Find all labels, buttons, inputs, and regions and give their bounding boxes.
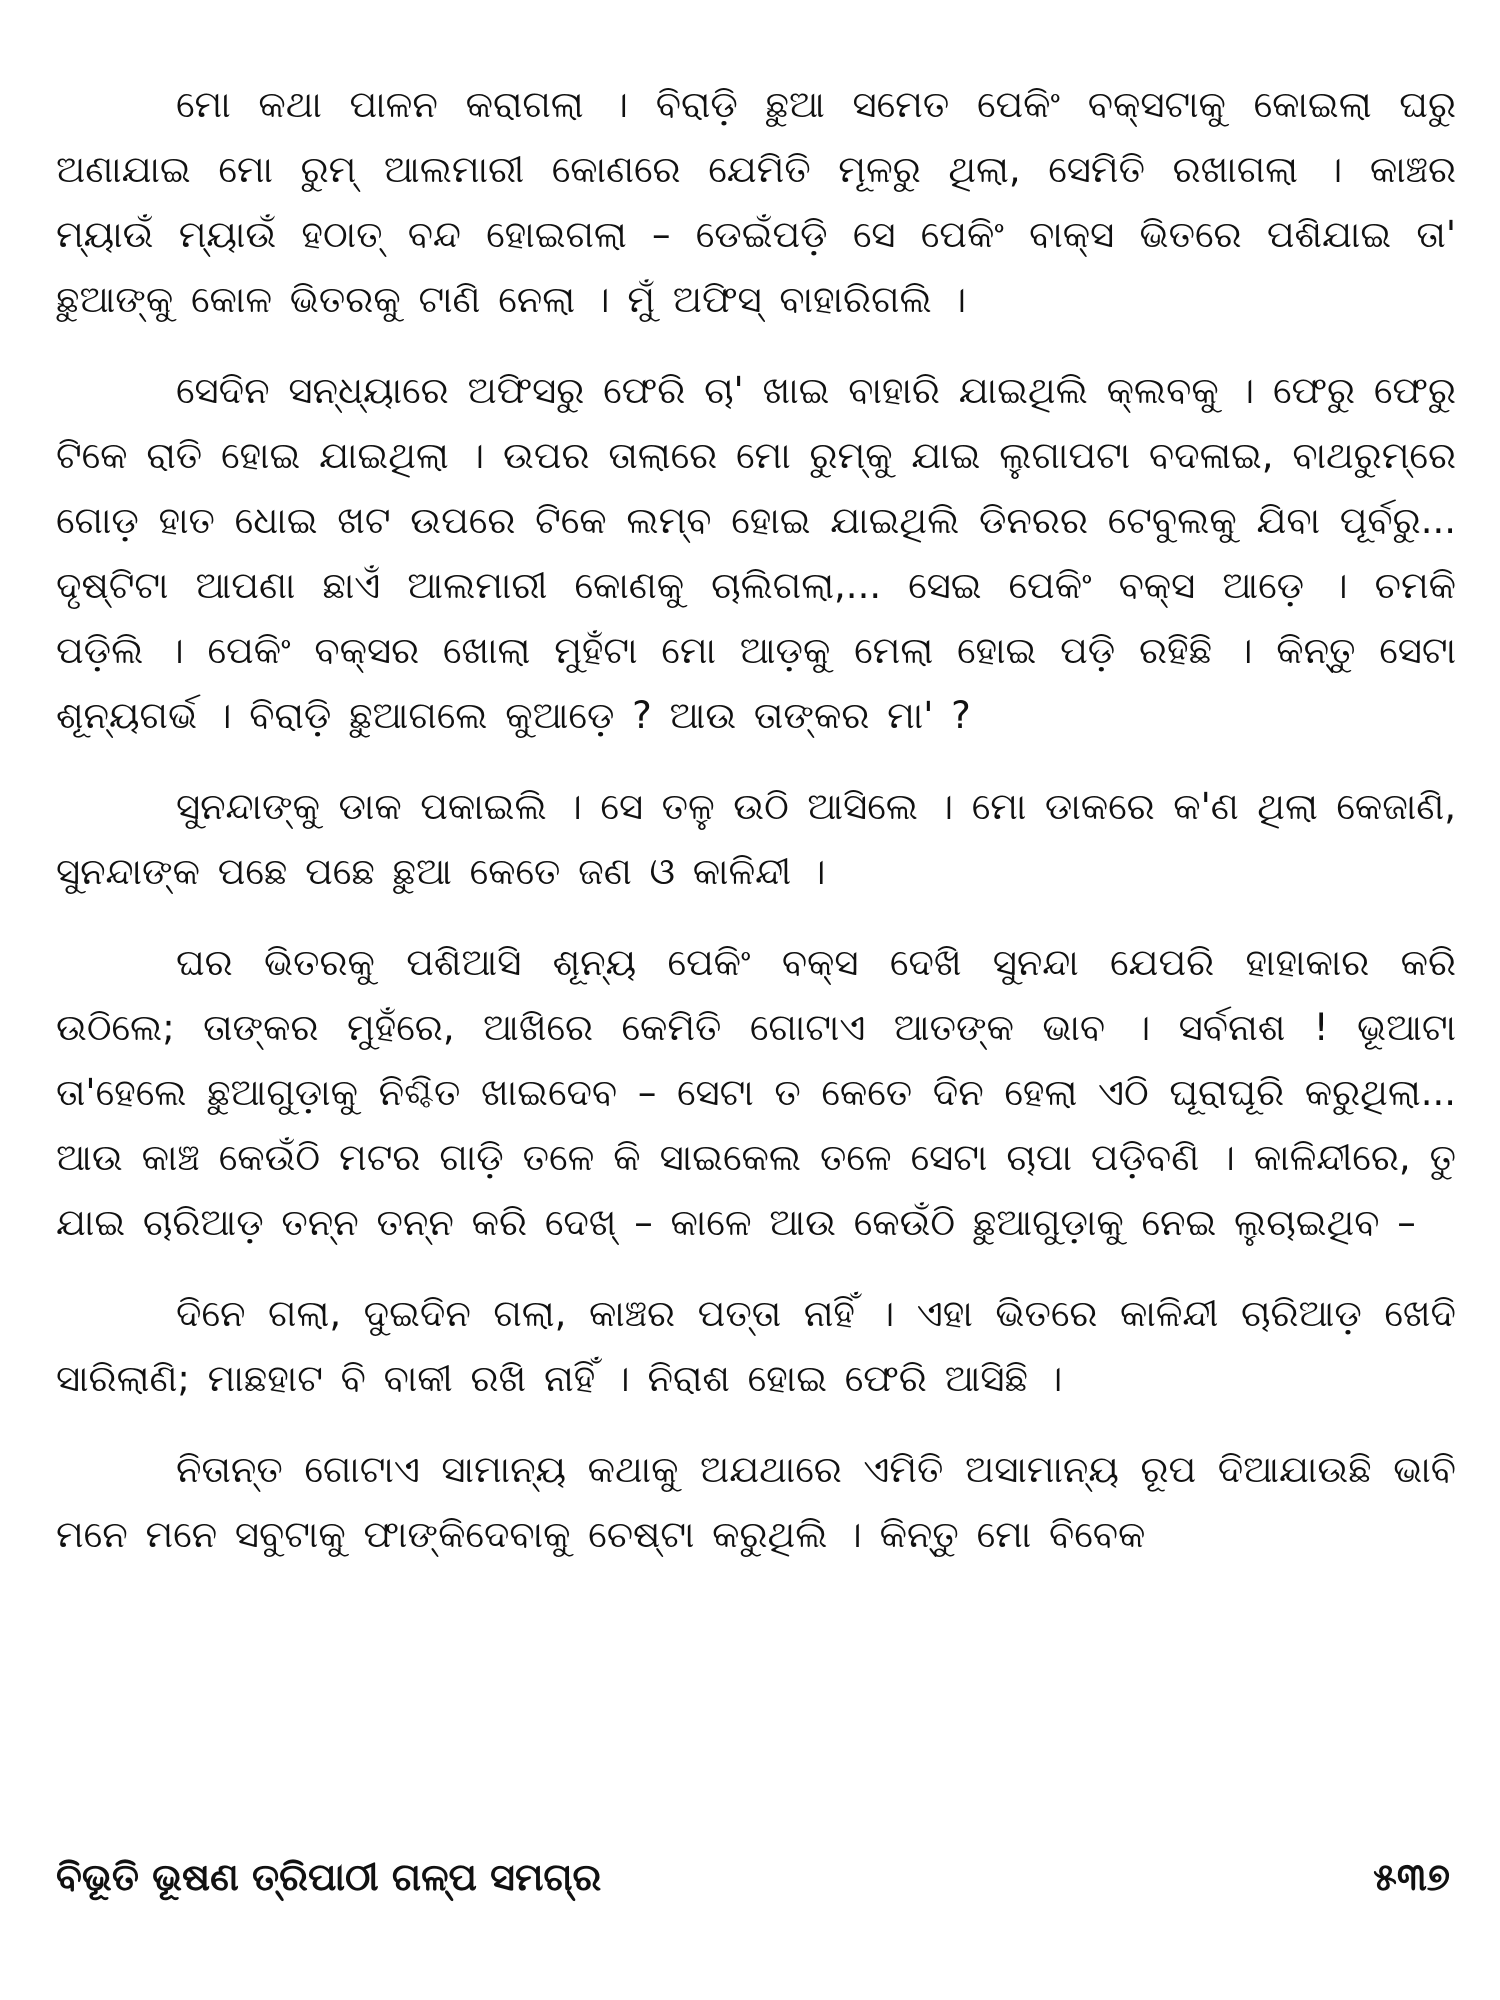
book-title: ବିଭୂତି ଭୂଷଣ ତ୍ରିପାଠୀ ଗଳ୍ପ ସମଗ୍ର bbox=[56, 1855, 602, 1899]
body-text bbox=[56, 72, 1456, 1593]
page-footer bbox=[56, 1842, 1456, 1912]
paragraph-2: ସେଦିନ ସନ୍ଧ୍ୟାରେ ଅଫିସରୁ ଫେରି ଚା' ଖାଇ ବାହାରି ଯାଇଥିଲି କ୍ଲବକୁ । ଫେରୁ ଫେରୁ ଟିକେ ରାତି ହୋଇ ଯାଇଥିଲା । ଉପର ତାଲାରେ ମୋ ରୁମ୍‌କୁ ଯାଇ ଲୁଗାପଟା ବଦଳାଇ, ବାଥରୁମ୍‌ରେ ଗୋଡ଼ ହାତ ଧୋଇ ଖଟ ଉପରେ ଟିକେ ଲମ୍ବ ହୋଇ ଯାଇଥିଲି ଡିନରର ଟେବୁଲକୁ ଯିବା ପୂର୍ବରୁ... ଦୃଷ୍ଟିଟା ଆପଣା ଛାଏଁ ଆଲମାରୀ କୋଣକୁ ଚାଲିଗଲା,... ସେଇ ପେକିଂ ବକ୍ସ ଆଡ଼େ । ଚମକି ପଡ଼ିଲି । ପେକିଂ ବକ୍ସର ଖୋଲା ମୁହଁଟା ମୋ ଆଡ଼କୁ ମେଲା ହୋଇ ପଡ଼ି ରହିଛି । କିନ୍ତୁ ସେଟା ଶୂନ୍ୟଗର୍ଭ । ବିରାଡ଼ି ଛୁଆଗଲେ କୁଆଡ଼େ ? ଆଉ ତାଙ୍କର ମା' ? bbox=[56, 369, 1456, 737]
book-page bbox=[56, 72, 1456, 1952]
paragraph-4: ଘର ଭିତରକୁ ପଶିଆସି ଶୂନ୍ୟ ପେକିଂ ବକ୍ସ ଦେଖି ସୁନନ୍ଦା ଯେପରି ହାହାକାର କରି ଉଠିଲେ; ତାଙ୍କର ମୁହଁରେ, ଆଖିରେ କେମିତି ଗୋଟାଏ ଆତଙ୍କ ଭାବ । ସର୍ବନାଶ ! ଭୂଆଟା ତା'ହେଲେ ଛୁଆଗୁଡ଼ାକୁ ନିଶ୍ଚିତ ଖାଇଦେବ – ସେଟା ତ କେତେ ଦିନ ହେଲା ଏଠି ଘୂରାଘୂରି କରୁଥିଲା... ଆଉ କାଞ୍ଚ କେଉଁଠି ମଟର ଗାଡ଼ି ତଳେ କି ସାଇକେଲ ତଳେ ସେଟା ଚାପା ପଡ଼ିବଣି । କାଳିନ୍ଦୀରେ, ତୁ ଯାଇ ଚାରିଆଡ଼ ତନ୍ନ ତନ୍ନ କରି ଦେଖ୍ – କାଳେ ଆଉ କେଉଁଠି ଛୁଆଗୁଡ଼ାକୁ ନେଇ ଲୁଚାଇଥିବ – bbox=[56, 941, 1456, 1244]
paragraph-1: ମୋ କଥା ପାଳନ କରାଗଲା । ବିରାଡ଼ି ଛୁଆ ସମେତ ପେକିଂ ବକ୍ସଟାକୁ କୋଇଲା ଘରୁ ଅଣାଯାଇ ମୋ ରୁମ୍ ଆଲମାରୀ କୋଣରେ ଯେମିତି ମୂଳରୁ ଥିଲା, ସେମିତି ରଖାଗଲା । କାଞ୍ଚର ମ୍ୟାଉଁ ମ୍ୟାଉଁ ହଠାତ୍ ବନ୍ଦ ହୋଇଗଲା – ଡେଇଁପଡ଼ି ସେ ପେକିଂ ବାକ୍ସ ଭିତରେ ପଶିଯାଇ ତା' ଛୁଆଙ୍କୁ କୋଳ ଭିତରକୁ ଟାଣି ନେଲା । ମୁଁ ଅଫିସ୍ ବାହାରିଗଲି । bbox=[56, 83, 1456, 321]
paragraph-5: ଦିନେ ଗଲା, ଦୁଇଦିନ ଗଲା, କାଞ୍ଚର ପତ୍ତା ନାହିଁ । ଏହା ଭିତରେ କାଳିନ୍ଦୀ ଚାରିଆଡ଼ ଖେଦି ସାରିଲାଣି; ମାଛହାଟ ବି ବାକୀ ରଖି ନାହିଁ । ନିରାଶ ହୋଇ ଫେରି ଆସିଛି । bbox=[56, 1292, 1456, 1400]
paragraph-3: ସୁନନ୍ଦାଙ୍କୁ ଡାକ ପକାଇଲି । ସେ ତଳୁ ଉଠି ଆସିଲେ । ମୋ ଡାକରେ କ'ଣ ଥିଲା କେଜାଣି, ସୁନନ୍ଦାଙ୍କ ପଛେ ପଛେ ଛୁଆ କେତେ ଜଣ ଓ କାଳିନ୍ଦୀ । bbox=[56, 785, 1456, 893]
page-number: ୫୩୭ bbox=[1373, 1855, 1450, 1899]
paragraph-6: ନିତାନ୍ତ ଗୋଟାଏ ସାମାନ୍ୟ କଥାକୁ ଅଯଥାରେ ଏମିତି ଅସାମାନ୍ୟ ରୂପ ଦିଆଯାଉଛି ଭାବି ମନେ ମନେ ସବୁଟାକୁ ଫାଙ୍କିଦେବାକୁ ଚେଷ୍ଟା କରୁଥିଲି । କିନ୍ତୁ ମୋ ବିବେକ bbox=[56, 1448, 1456, 1556]
